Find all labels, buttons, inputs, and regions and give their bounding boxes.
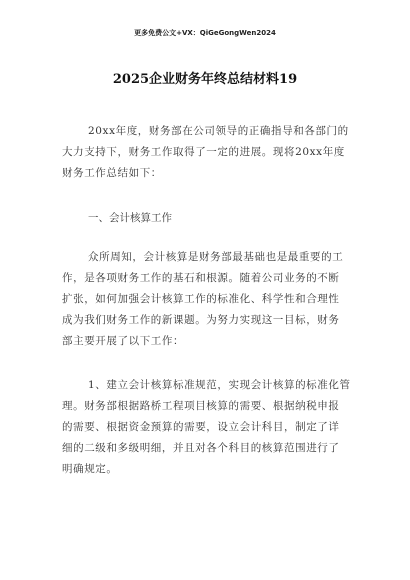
paragraph-line: 财务工作总结如下： xyxy=(62,167,162,179)
paragraph-line: 1、建立会计核算标准规范，实现会计核算的标准化管 xyxy=(88,379,351,391)
body-paragraph xyxy=(62,247,352,352)
paragraph-line: 部主要开展了以下工作： xyxy=(62,335,185,347)
paragraph-line: 成为我们财务工作的新课题。为努力实现这一目标，财务 xyxy=(62,314,340,326)
intro-paragraph xyxy=(62,121,352,184)
paragraph-line: 的需要、根据资金预算的需要，设立会计科目，制定了详 xyxy=(62,421,340,433)
header-note: 更多免费公文+VX：QiGeGongWen2024 xyxy=(134,29,276,37)
paragraph-line: 众所周知，会计核算是财务部最基础也是最重要的工 xyxy=(88,251,344,263)
paragraph-line: 扩张，如何加强会计核算工作的标准化、科学性和合理性 xyxy=(62,293,340,305)
paragraph-line: 大力支持下，财务工作取得了一定的进展。现将20xx年度 xyxy=(62,146,345,158)
item-paragraph xyxy=(62,375,352,480)
paragraph-line: 明确规定。 xyxy=(62,463,118,475)
paragraph-line: 理。财务部根据路桥工程项目核算的需要、根据纳税申报 xyxy=(62,400,340,412)
paragraph-line: 细的二级和多级明细，并且对各个科目的核算范围进行了 xyxy=(62,442,340,454)
paragraph-line: 20xx年度，财务部在公司领导的正确指导和各部门的 xyxy=(88,125,349,137)
document-title: 2025企业财务年终总结材料19 xyxy=(112,72,298,87)
section-heading: 一、会计核算工作 xyxy=(88,212,172,224)
paragraph-line: 作，是各项财务工作的基石和根源。随着公司业务的不断 xyxy=(62,272,340,284)
